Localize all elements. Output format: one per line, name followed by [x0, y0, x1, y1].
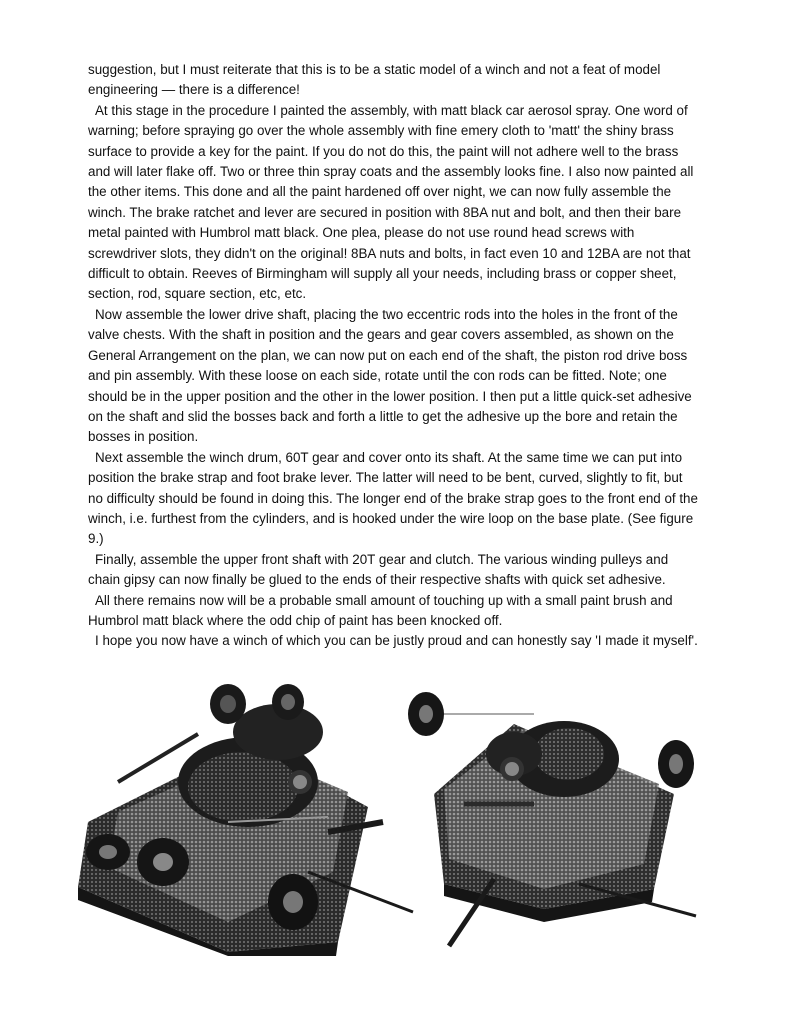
winch-photo-right-image — [404, 684, 700, 950]
winch-photo-left-image — [78, 672, 423, 956]
paragraph-winch-drum: Next assemble the winch drum, 60T gear and cover onto its shaft. At the same time we can put into position the brake strap and foot brake lever. The latter will need to be bent, curved, slightly to fit, but no difficulty should be found in doing this. The longer end of the brake strap goes to the front end of the winch, i.e. furthest from the cylinders, and is hooked under the wire loop on the base plate. (See figure 9.) — [88, 449, 698, 547]
winch-photo-right — [404, 684, 700, 950]
paragraph-front-shaft: Finally, assemble the upper front shaft with 20T gear and clutch. The various winding pulleys and chain gipsy can now finally be glued to the ends of their respective shafts with quick set adhesive. — [88, 551, 669, 588]
paragraph-continued: suggestion, but I must reiterate that this is to be a static model of a winch and not a feat of model engineering — there is a difference! — [88, 62, 661, 98]
paragraph-drive-shaft: Now assemble the lower drive shaft, placing the two eccentric rods into the holes in the front of the valve chests. With the shaft in position and the gears and gear covers assembled, as shown on the General Arrangement on the plan, we can now put on each end of the shaft, the piston rod drive boss and pin assembly. With these loose on each side, rotate until the con rods can be fitted. Note; one should be in the upper position and the other in the lower position. I then put a little quick-set adhesive on the shaft and slid the bosses back and forth a little to get the adhesive up the bore and retain the bosses in position. — [88, 306, 692, 445]
paragraph-painting: At this stage in the procedure I painted the assembly, with matt black car aerosol spray. One word of warning; before spraying go over the whole assembly with fine emery cloth to 'matt' the shiny brass surface to provide a key for the paint. If you do not do this, the paint will not adhere well to the brass and will later flake off. Two or three thin spray coats and the assembly looks fine. I also now painted all the other items. This done and all the paint hardened off over night, we can now fully assemble the winch. The brake ratchet and lever are secured in position with 8BA nut and bolt, and then their bare metal painted with Humbrol matt black. One plea, please do not use round head screws with screwdriver slots, they didn't on the original! 8BA nuts and bolts, in fact even 10 and 12BA are not that difficult to obtain. Reeves of Birmingham will supply all your needs, including brass or copper sheet, section, rod, square section, etc, etc. — [88, 102, 694, 302]
paragraph-closing: I hope you now have a winch of which you can be justly proud and can honestly say 'I made it myself'. — [95, 633, 698, 649]
article-body — [88, 60, 700, 652]
winch-photo-left — [78, 672, 423, 956]
paragraph-touch-up: All there remains now will be a probable small amount of touching up with a small paint brush and Humbrol matt black where the odd chip of paint has been knocked off. — [88, 592, 673, 628]
